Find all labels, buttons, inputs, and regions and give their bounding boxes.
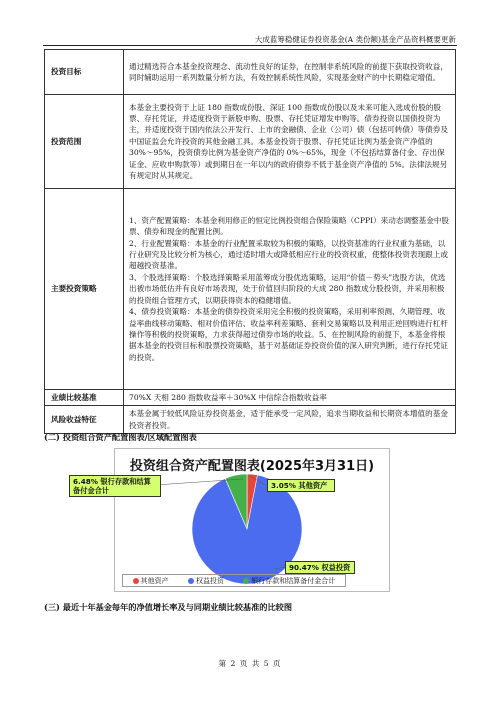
- callout-label-other-assets: 3.05% 其他资产: [267, 479, 335, 492]
- section-title-performance: (三) 最近十年基金每年的净值增长率及与同期业绩比较基准的比较图: [44, 602, 293, 612]
- table-row: [45, 50, 456, 95]
- row-label: 业绩比较基准: [45, 390, 124, 406]
- page-number: 第 2 页 共 5 页: [218, 659, 282, 668]
- legend-label: 其他资产: [140, 576, 169, 585]
- table-row: [45, 189, 456, 390]
- row-label: 风险收益特征: [45, 406, 124, 434]
- chart-legend: [122, 574, 346, 587]
- legend-label: 权益投资: [195, 576, 224, 585]
- allocation-pie-chart: [73, 448, 390, 592]
- callout-label-bank-deposits: 6.48% 银行存款和结算备付金合计: [69, 475, 161, 497]
- row-content: 1、资产配置策略：本基金利用修正的恒定比例投资组合保险策略（CPPI）来动态调整基金中股票、债券和现金的配置比例。 2、行业配置策略：本基金的行业配置采取较为积极的策略，以投资基准的行业权重为基础，以行业研究及比较分析为核心，通过适时增大或降低相应行业的投资权重，使整体投资表现跟上或超越投资基准。 3、个股选择策略：个股选择策略采用蓝筹成分股优选策略，运用“价值－势头”选股方法，优选出被市场低估并有良好市场表现，处于价值回归阶段的大成 280 指数成分股投资，并采用积极的投资组合管理方式，以期获得资本的稳健增值。 4、债券投资策略：本基金的债券投资采用完全积极的投资策略，采用利率预测、久期管理、收益率曲线移动策略、相对价值评估、收益率利差策略、套利交易策略以及利用正逆回购进行杠杆操作等积极的投资策略，力求获得超过债券市场的收益。5、在控制风险的前提下，本基金将根据本基金的投资目标和股票投资策略，基于对基础证券投资价值的深入研究判断，进行存托凭证的投资。: [124, 189, 456, 390]
- row-content: 70%X 天相 280 指数收益率＋30%X 中信综合指数收益率: [124, 390, 456, 406]
- page-header: 大成蓝筹稳健证券投资基金(A 类份额)基金产品资料概要更新: [254, 35, 456, 44]
- row-content: 通过精选符合本基金投资理念、流动性良好的证券，在控制非系统风险的前提下获取投资收益，同时辅助运用一系列数量分析方法，有效控制系统性风险，实现基金财产的中长期稳定增值。: [124, 50, 456, 95]
- row-label: 主要投资策略: [45, 189, 124, 390]
- legend-item-equity: [188, 576, 224, 586]
- header-rule: [43, 45, 457, 46]
- legend-swatch-green: [243, 578, 249, 584]
- table-row: [45, 95, 456, 189]
- legend-item-other-assets: [133, 576, 169, 586]
- row-content: 本基金属于较低风险证券投资基金，适于能承受一定风险，追求当期收益和长期资本增值的基金投资者投资。: [124, 406, 456, 434]
- row-content: 本基金主要投资于上证 180 指数成份股、深证 100 指数成份股以及未来可能入选成份股的股票、存托凭证，并适度投资于新股申购、股票、存托凭证增发申购等。债券投资以国债投资为主，并适度投资于国内依法公开发行、上市的金融债、企业（公司）债（包括可转债）等债券及中国证监会允许投资的其他金融工具。本基金投资于股票、存托凭证比例为基金资产净值的 30%～95%，投资债券比例为基金资产净值的 0%～65%，现金（不包括结算备付金、存出保证金、应收申购款等）或到期日在一年以内的政府债券不低于基金资产净值的 5%。法律法规另有规定时从其规定。: [124, 95, 456, 189]
- fund-info-table: [44, 49, 456, 434]
- section-title-allocation: (二) 投资组合资产配置图表/区域配置图表: [44, 432, 197, 442]
- table-row: [45, 390, 456, 406]
- chart-title: 投资组合资产配置图表(2025年3月31日): [129, 459, 375, 474]
- callout-label-equity: 90.47% 权益投资: [285, 561, 355, 574]
- legend-item-bank-deposits: [243, 576, 335, 586]
- legend-label: 银行存款和结算备付金合计: [251, 576, 336, 585]
- legend-swatch-red: [133, 578, 139, 584]
- row-label: 投资范围: [45, 95, 124, 189]
- row-label: 投资目标: [45, 50, 124, 95]
- legend-swatch-blue: [188, 578, 194, 584]
- table-row: [45, 406, 456, 434]
